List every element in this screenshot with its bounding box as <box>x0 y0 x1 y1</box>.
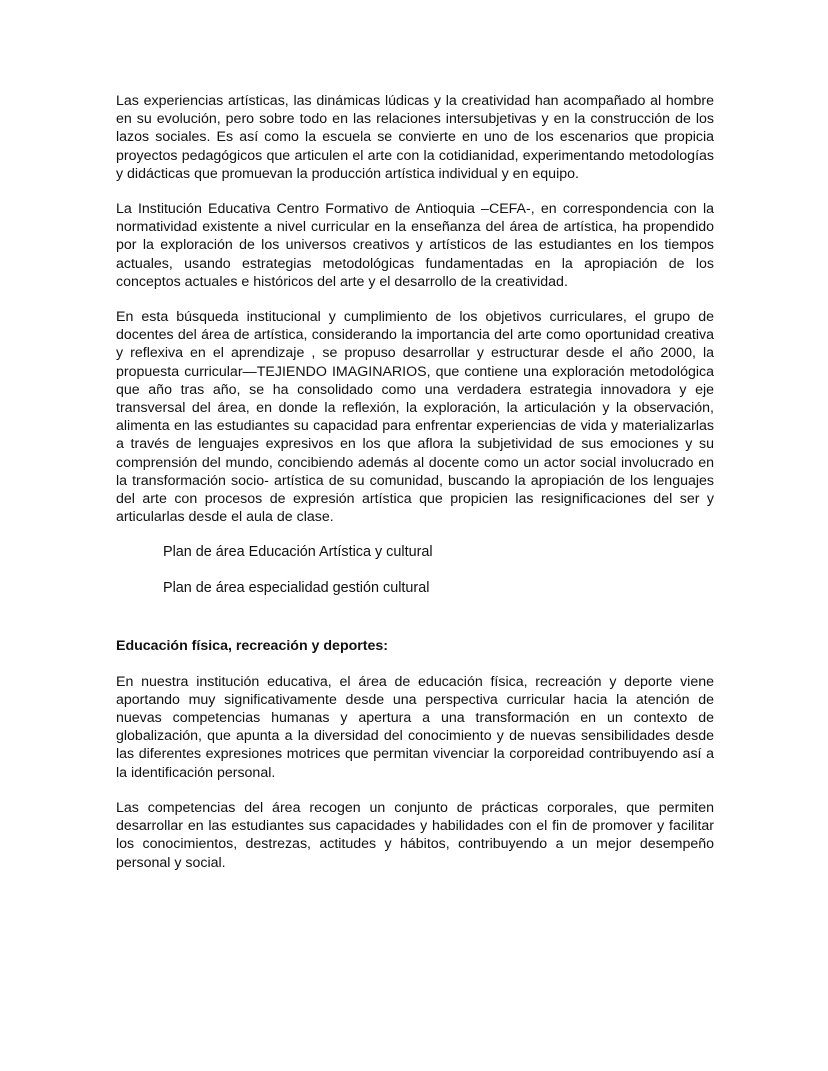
paragraph-cefa-institution: La Institución Educativa Centro Formativo de Antioquia –CEFA-, en correspondencia con la normatividad existente a nivel curricular en la enseñanza del área de artística, ha propendido por la exploración de los universos creativos y artísticos de las estudiantes en los tiempos actuales, usando estrategias metodológicas fundamentadas en la apropiación de los conceptos actuales e históricos del arte y el desarrollo de la creatividad. <box>116 201 714 290</box>
document-page <box>116 92 714 889</box>
paragraph-tejiendo-imaginarios: En esta búsqueda institucional y cumplimiento de los objetivos curriculares, el grupo de docentes del área de artística, considerando la importancia del arte como oportunidad creativa y reflexiva en el aprendizaje , se propuso desarrollar y estructurar desde el año 2000, la propuesta curricular—TEJIENDO IMAGINARIOS, que contiene una exploración metodológica que año tras año, se ha consolidado como una verdadera estrategia innovadora y eje transversal del área, en donde la reflexión, la exploración, la articulación y la observación, alimenta en las estudiantes su capacidad para enfrentar experiencias de vida y materializarlas a través de lenguajes expresivos en los que aflora la subjetividad de sus emociones y su comprensión del mundo, concibiendo además al docente como un actor social involucrado en la transformación socio- artística de su comunidad, buscando la apropiación de los lenguajes del arte con procesos de expresión artística que propicien las resignificaciones del ser y articularlas desde el aula de clase. <box>116 309 714 526</box>
paragraph-physical-education-area: En nuestra institución educativa, el área de educación física, recreación y deporte viene aportando muy significativamente desde una perspectiva curricular hacia la atención de nuevas competencias humanas y apertura a una transformación en un contexto de globalización, que apunta a la diversidad del conocimiento y de nuevas sensibilidades desde las diferentes expresiones motrices que permitan vivenciar la corporeidad contribuyendo así a la identificación personal. <box>116 673 714 781</box>
plan-link-artistic-education[interactable]: Plan de área Educación Artística y cultural <box>163 544 433 561</box>
paragraph-area-competencies: Las competencias del área recogen un conjunto de prácticas corporales, que permiten desarrollar en las estudiantes sus capacidades y habilidades con el fin de promover y facilitar los conocimientos, destrezas, actitudes y hábitos, contribuyendo a un mejor desempeño personal y social. <box>116 799 714 871</box>
plan-link-cultural-management[interactable]: Plan de área especialidad gestión cultural <box>163 580 430 597</box>
paragraph-artistic-experiences: Las experiencias artísticas, las dinámicas lúdicas y la creatividad han acompañado al hombre en su evolución, pero sobre todo en las relaciones intersubjetivas y en la construcción de los lazos sociales. Es así como la escuela se convierte en uno de los escenarios que propicia proyectos pedagógicos que articulen el arte con la cotidianidad, experimentando metodologías y didácticas que promuevan la producción artística individual y en equipo. <box>116 93 714 182</box>
section-heading-physical-education: Educación física, recreación y deportes: <box>116 638 389 655</box>
